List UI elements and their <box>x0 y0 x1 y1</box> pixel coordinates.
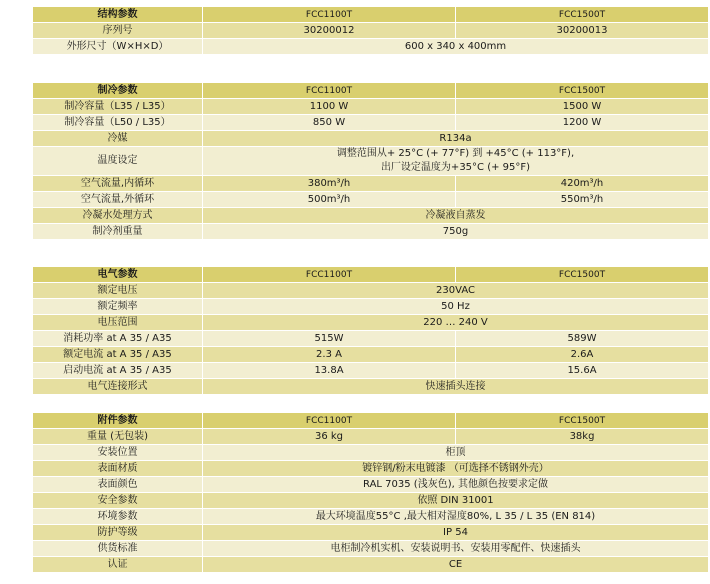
model-fcc1500t-header: FCC1500T <box>456 83 709 99</box>
spec-label: 表面材质 <box>33 461 203 477</box>
spec-row <box>33 208 709 224</box>
value-fcc1500t: 15.6A <box>456 363 709 379</box>
spec-label: 供货标准 <box>33 541 203 557</box>
spec-row <box>33 429 709 445</box>
spec-row <box>33 509 709 525</box>
section-title: 电气参数 <box>33 267 203 283</box>
model-fcc1100t-header: FCC1100T <box>203 83 456 99</box>
spec-value: 柜顶 <box>203 445 709 461</box>
spec-label: 冷媒 <box>33 131 203 147</box>
value-fcc1100t: 36 kg <box>203 429 456 445</box>
spec-label: 冷凝水处理方式 <box>33 208 203 224</box>
spec-label: 制冷剂重量 <box>33 224 203 240</box>
value-fcc1500t: 38kg <box>456 429 709 445</box>
spec-label: 环境参数 <box>33 509 203 525</box>
spec-row <box>33 461 709 477</box>
value-fcc1500t: 2.6A <box>456 347 709 363</box>
spec-label: 安全参数 <box>33 493 203 509</box>
electrical-params-table <box>32 266 709 395</box>
spec-row <box>33 557 709 573</box>
spec-value: CE <box>203 557 709 573</box>
value-fcc1100t: 13.8A <box>203 363 456 379</box>
spec-value: 220 … 240 V <box>203 315 709 331</box>
spec-label: 额定频率 <box>33 299 203 315</box>
value-fcc1100t: 1100 W <box>203 99 456 115</box>
model-fcc1500t-header: FCC1500T <box>456 7 709 23</box>
spec-row <box>33 493 709 509</box>
section-title: 制冷参数 <box>33 83 203 99</box>
spec-value: RAL 7035 (浅灰色), 其他颜色按要求定做 <box>203 477 709 493</box>
spec-value-line: 调整范围从+ 25°C (+ 77°F) 到 +45°C (+ 113°F), <box>336 148 575 159</box>
spec-row <box>33 379 709 395</box>
cooling-params-table <box>32 82 709 240</box>
spec-value: 50 Hz <box>203 299 709 315</box>
spec-label: 电气连接形式 <box>33 379 203 395</box>
model-fcc1100t-header: FCC1100T <box>203 413 456 429</box>
value-fcc1100t: 380m³/h <box>203 176 456 192</box>
spec-value: 镀锌钢/粉末电镀漆 （可选择不锈钢外壳） <box>203 461 709 477</box>
spec-label: 空气流量,内循环 <box>33 176 203 192</box>
model-fcc1500t-header: FCC1500T <box>456 413 709 429</box>
section-header-row <box>33 7 709 23</box>
spec-value: 快速插头连接 <box>203 379 709 395</box>
spec-row <box>33 192 709 208</box>
spec-label: 启动电流 at A 35 / A35 <box>33 363 203 379</box>
spec-label: 温度设定 <box>33 147 203 176</box>
value-fcc1500t: 1200 W <box>456 115 709 131</box>
spec-row <box>33 445 709 461</box>
section-title: 附件参数 <box>33 413 203 429</box>
section-header-row <box>33 83 709 99</box>
spec-value: 最大环境温度55°C ,最大相对湿度80%, L 35 / L 35 (EN 814) <box>203 509 709 525</box>
section-header-row <box>33 413 709 429</box>
spec-value <box>203 147 709 176</box>
spec-label: 空气流量,外循环 <box>33 192 203 208</box>
model-fcc1500t-header: FCC1500T <box>456 267 709 283</box>
spec-row <box>33 147 709 176</box>
spec-value-line: 出厂设定温度为+35°C (+ 95°F) <box>380 162 531 173</box>
spec-row <box>33 23 709 39</box>
spec-row <box>33 363 709 379</box>
spec-label: 表面颜色 <box>33 477 203 493</box>
spec-label: 安装位置 <box>33 445 203 461</box>
value-fcc1100t: 500m³/h <box>203 192 456 208</box>
spec-value: 电柜制冷机实机、安装说明书、安装用零配件、快速插头 <box>203 541 709 557</box>
model-fcc1100t-header: FCC1100T <box>203 267 456 283</box>
spec-row <box>33 347 709 363</box>
spec-row <box>33 283 709 299</box>
spec-label: 重量 (无包装) <box>33 429 203 445</box>
value-fcc1100t: 850 W <box>203 115 456 131</box>
spec-label: 认证 <box>33 557 203 573</box>
value-fcc1500t: 1500 W <box>456 99 709 115</box>
section-title: 结构参数 <box>33 7 203 23</box>
spec-label: 消耗功率 at A 35 / A35 <box>33 331 203 347</box>
spec-row <box>33 299 709 315</box>
value-fcc1100t: 30200012 <box>203 23 456 39</box>
spec-row <box>33 315 709 331</box>
spec-label: 额定电压 <box>33 283 203 299</box>
spec-label: 防护等级 <box>33 525 203 541</box>
spec-label: 制冷容量（L35 / L35） <box>33 99 203 115</box>
spec-row <box>33 99 709 115</box>
spec-value: 600 x 340 x 400mm <box>203 39 709 55</box>
spec-label: 序列号 <box>33 23 203 39</box>
spec-row <box>33 115 709 131</box>
value-fcc1500t: 589W <box>456 331 709 347</box>
spec-label: 额定电流 at A 35 / A35 <box>33 347 203 363</box>
spec-row <box>33 331 709 347</box>
spec-value: IP 54 <box>203 525 709 541</box>
value-fcc1500t: 420m³/h <box>456 176 709 192</box>
spec-value: 依照 DIN 31001 <box>203 493 709 509</box>
spec-row <box>33 131 709 147</box>
spec-value: 230VAC <box>203 283 709 299</box>
value-fcc1500t: 30200013 <box>456 23 709 39</box>
spec-label: 外形尺寸（W×H×D） <box>33 39 203 55</box>
spec-row <box>33 525 709 541</box>
value-fcc1100t: 2.3 A <box>203 347 456 363</box>
spec-label: 电压范围 <box>33 315 203 331</box>
spec-value: 750g <box>203 224 709 240</box>
spec-row <box>33 39 709 55</box>
spec-row <box>33 176 709 192</box>
spec-row <box>33 224 709 240</box>
structure-params-table <box>32 6 709 55</box>
spec-value: 冷凝液自蒸发 <box>203 208 709 224</box>
spec-row <box>33 541 709 557</box>
spec-row <box>33 477 709 493</box>
accessory-params-table <box>32 412 709 573</box>
section-header-row <box>33 267 709 283</box>
value-fcc1100t: 515W <box>203 331 456 347</box>
spec-label: 制冷容量（L50 / L35） <box>33 115 203 131</box>
value-fcc1500t: 550m³/h <box>456 192 709 208</box>
model-fcc1100t-header: FCC1100T <box>203 7 456 23</box>
spec-value: R134a <box>203 131 709 147</box>
